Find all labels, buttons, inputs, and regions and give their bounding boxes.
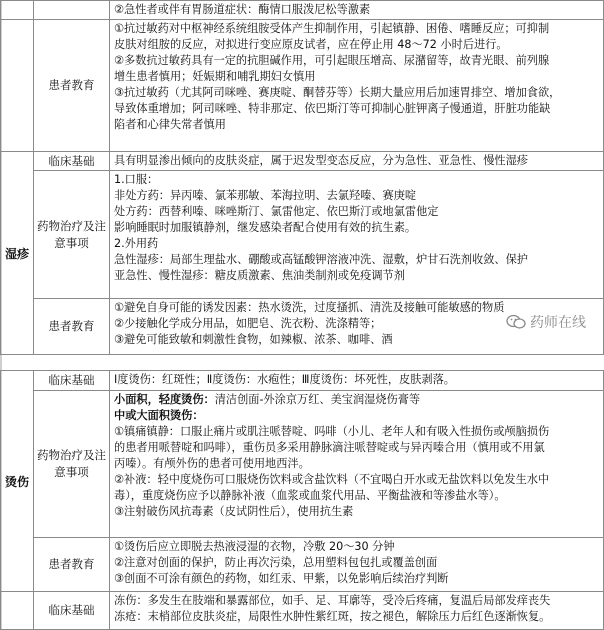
burn-patient-edu-text: ①烫伤后应立即脱去热液浸湿的衣物，冷敷 20～30 分钟 ②注意对创面的保护，防止再次污染，总用塑料包包扎或覆盖创面 ③创面不可涂有颜色的药物，如红汞、甲紫，以免影响后续治疗判断 [110, 538, 604, 592]
empty-cell [1, 20, 34, 152]
burn-patient-edu-label: 患者教育 [34, 538, 110, 592]
empty-cell [1, 1, 34, 20]
watermark [506, 312, 586, 332]
patient-edu2-label: 患者教育 [34, 299, 110, 355]
burn-title: 烫伤 [1, 371, 34, 592]
patient-edu-label: 患者教育 [34, 20, 110, 152]
burn-clinical-label: 临床基础 [34, 371, 110, 391]
empty-cell [34, 1, 110, 20]
wechat-icon [506, 314, 526, 330]
drug-label: 药物治疗及注意事项 [34, 171, 110, 299]
patient-edu-top: ①抗过敏药对中枢神经系统组胺受体产生抑制作用，引起镇静、困倦、嗜睡反应；可抑制 皮肤对组胺的反应，对拟进行变应原皮试者，应在停止用 48～72 小时后进行。 ②多数抗过敏药具有一定的抗胆碱作用，可引起眼压增高、尿潴留等，故青光眼、前列腺 增生患者慎用；妊娠期和哺乳期妇女慎用 ③抗过敏药（尤其阿司咪唑、赛庚啶、酮替芬等）长期大量应用后加速胃排空、增加食欲， 导致体重增加；阿司咪唑、特非那定、依巴斯汀等可抑制心脏钾离子慢通道，肝脏功能缺 陷者和心律失常者慎用 [110, 20, 604, 152]
burn-table [0, 370, 604, 630]
empty-cell [1, 592, 34, 630]
small-text: 清洁创面-外涂京万红、美宝润湿烧伤膏等 [214, 393, 421, 406]
next-clinical-label: 临床基础 [34, 592, 110, 630]
small-heading: 小面积，轻度烫伤： [114, 393, 215, 406]
eczema-title: 湿疹 [1, 152, 34, 355]
burn-drug-label: 药物治疗及注意事项 [34, 391, 110, 538]
large-heading: 中或大面积烫伤： [114, 409, 204, 422]
burn-clinical-text: Ⅰ度烫伤：红斑性；Ⅱ度烫伤：水疱性；Ⅲ度烫伤：坏死性，皮肤剥落。 [110, 371, 604, 391]
burn-drug-text: 小面积，轻度烫伤：清洁创面-外涂京万红、美宝润湿烧伤膏等 中或大面积烫伤： ①镇痛镇静：口服止痛片或肌注哌替啶、吗啡（小儿、老年人和有吸入性损伤或颅脑损伤 的患者用哌替啶和吗啡），重伤员多采用静脉滴注哌替啶或与异丙嗪合用（慎用或不用氯 丙嗪）。有颅外伤的患者可使用地西泮。 ②补液：轻中度烧伤可口服烧伤饮料或含盐饮料（不宜喝白开水或无盐饮料以免发生水中 毒），重度烧伤应予以静脉补液（血浆或血浆代用品、平衡盐液和等渗盐水等）。 ③注射破伤风抗毒素（皮试阴性后），使用抗生素 [110, 391, 604, 538]
patient-edu2-text: ①避免自身可能的诱发因素：热水烫洗，过度搔抓、清洗及接触可能敏感的物质 ②少接触化学成分用品，如肥皂、洗衣粉、洗涤精等； ③避免可能致敏和刺激性食物，如辣椒、浓茶、咖啡、酒 [110, 299, 604, 355]
watermark-text: 药师在线 [530, 315, 586, 331]
top-continuation: ②急性者或伴有胃肠道症状：酶情口服泼尼松等激素 [110, 1, 604, 20]
next-clinical-text: 冻伤：多发生在肢端和暴露部位，如手、足、耳廓等，受冷后疼痛，复温后局部发痒丧失 冻疮：末梢部位皮肤炎症，局限性水肿性紫红斑，按之褪色，解除压力后红色逐渐恢复。 [110, 592, 604, 630]
clinical-text: 具有明显渗出倾向的皮肤炎症，属于迟发型变态反应，分为急性、亚急性、慢性湿疹 [110, 152, 604, 171]
clinical-label: 临床基础 [34, 152, 110, 171]
drug-text: 1.口服： 非处方药：异丙嗪、氯苯那敏、苯海拉明、去氯羟嗪、赛庚啶 处方药：西替利嗪、咪唑斯汀、氯雷他定、依巴斯汀或地氯雷他定 影响睡眠时加服镇静剂，继发感染者配合使用有效的抗生素。 2.外用药 急性湿疹：局部生理盐水、硼酸或高锰酸钾溶液冲洗、湿敷，炉甘石洗剂收敛、保护 亚急性、慢性湿疹：糖皮质激素、焦油类制剂或免疫调节剂 [110, 171, 604, 299]
